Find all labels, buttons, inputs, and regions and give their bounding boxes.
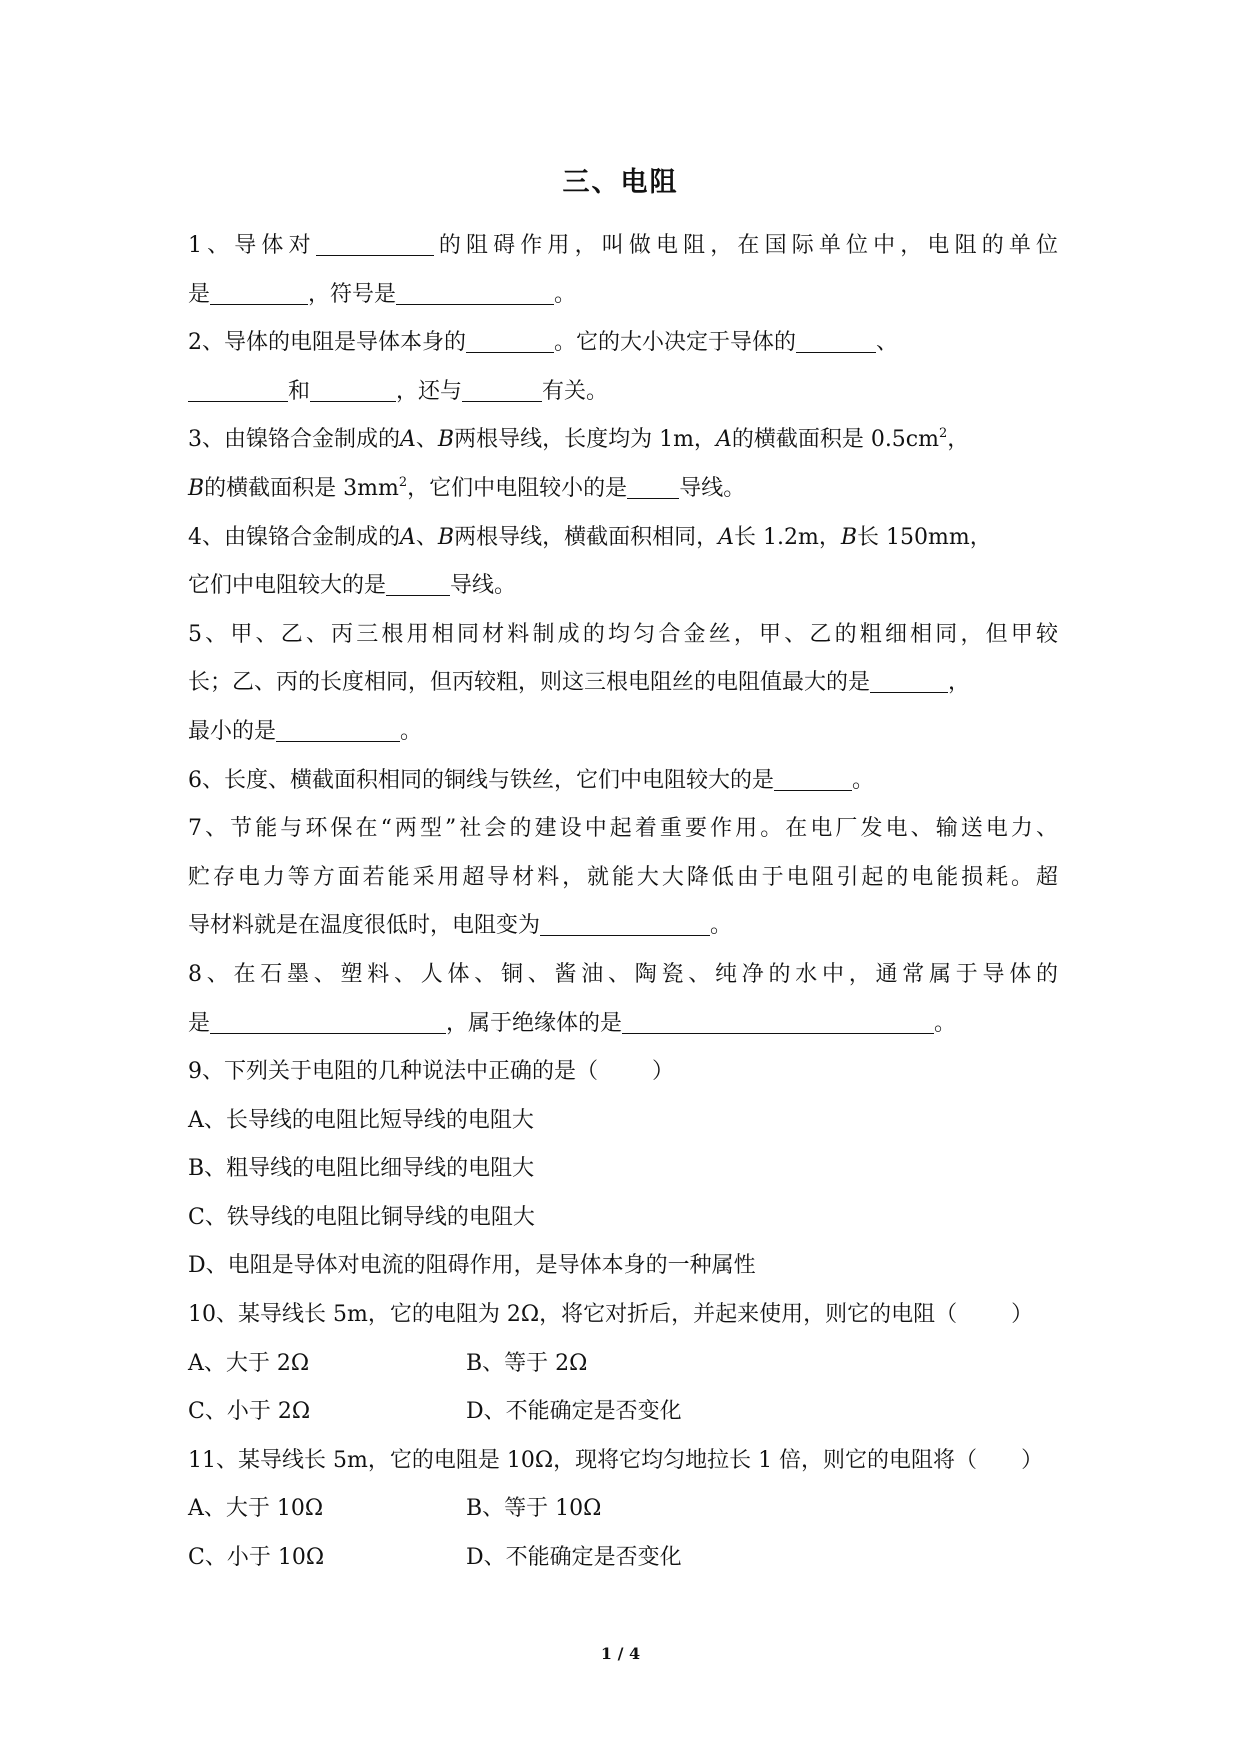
- text: 导线。: [679, 475, 746, 501]
- question-3-line-1: [188, 416, 1058, 465]
- superscript: 2: [939, 426, 948, 442]
- question-9-option-c: C、铁导线的电阻比铜导线的电阻大: [188, 1204, 535, 1230]
- question-1-line-2: [188, 271, 1058, 320]
- answer-blank[interactable]: [774, 768, 852, 791]
- question-11-options-cd: [188, 1534, 1058, 1583]
- text: ，: [948, 670, 971, 696]
- text: 2、导体的电阻是导体本身的: [188, 330, 466, 356]
- text: 的阻碍作用，叫做电阻，在国际单位中，电阻的单位: [433, 233, 1058, 258]
- question-5-line-3: [188, 708, 1058, 757]
- text: ，它们中电阻较小的是: [407, 475, 628, 501]
- text: ，属于绝缘体的是: [446, 1010, 623, 1036]
- question-11-option-c: C、小于 10Ω: [188, 1545, 325, 1571]
- answer-blank[interactable]: [622, 1011, 934, 1034]
- text: 的横截面积是 0.5cm: [731, 427, 939, 453]
- answer-blank[interactable]: [466, 330, 554, 353]
- question-7-line-2: [188, 854, 1058, 903]
- text: 11、某导线长 5m，它的电阻是 10Ω，现将它均匀地拉长 1 倍，则它的电阻将（: [188, 1447, 978, 1473]
- text: 长；乙、丙的长度相同，但丙较粗，则这三根电阻丝的电阻值最大的是: [188, 670, 871, 696]
- question-3-line-2: [188, 465, 1058, 514]
- text: A: [718, 524, 734, 550]
- text: 导材料就是在温度很低时，电阻变为: [188, 913, 541, 939]
- text: 两根导线，横截面积相同，: [454, 524, 719, 550]
- answer-blank[interactable]: [316, 233, 434, 256]
- text: 两根导线，长度均为 1m，: [454, 427, 716, 453]
- text: 的横截面积是 3mm: [204, 475, 399, 501]
- question-6-line-1: [188, 757, 1058, 806]
- text: 。: [554, 281, 577, 307]
- answer-blank[interactable]: [796, 330, 876, 353]
- text: 7、节能与环保在“两型”社会的建设中起着重要作用。在电厂发电、输送电力、: [188, 816, 1058, 842]
- text: B: [437, 427, 455, 453]
- text: ）: [1021, 1447, 1044, 1473]
- question-4-line-1: [188, 514, 1058, 563]
- question-10-option-c: C、小于 2Ω: [188, 1399, 311, 1425]
- text: B: [437, 524, 455, 550]
- text: A: [400, 427, 416, 453]
- text: 3、由镍铬合金制成的: [188, 427, 400, 453]
- text: ，: [947, 427, 970, 453]
- text: 它们中电阻较大的是: [188, 573, 387, 599]
- answer-blank[interactable]: [310, 379, 396, 402]
- answer-blank[interactable]: [870, 670, 948, 693]
- text: 有关。: [542, 378, 609, 404]
- text: ，还与: [396, 378, 463, 404]
- text: 长 150mm，: [857, 524, 992, 550]
- text: 9、下列关于电阻的几种说法中正确的是（: [188, 1059, 598, 1085]
- text: 。: [852, 767, 875, 793]
- question-9-option-d: D、电阻是导体对电流的阻碍作用，是导体本身的一种属性: [188, 1253, 756, 1279]
- text: 贮存电力等方面若能采用超导材料，就能大大降低由于电阻引起的电能损耗。超: [188, 864, 1058, 890]
- answer-blank[interactable]: [386, 573, 450, 596]
- question-10-options-ab: [188, 1340, 1058, 1389]
- answer-blank[interactable]: [627, 476, 679, 499]
- text: 4、由镍铬合金制成的: [188, 524, 400, 550]
- question-11-option-a: A、大于 10Ω: [188, 1496, 324, 1522]
- answer-blank[interactable]: [396, 282, 554, 305]
- question-10-options-cd: [188, 1388, 1058, 1437]
- text: 。它的大小决定于导体的: [554, 330, 797, 356]
- text: 是: [188, 281, 211, 307]
- text: 导线。: [450, 573, 517, 599]
- text: ，符号是: [308, 281, 397, 307]
- text: 长 1.2m，: [733, 524, 841, 550]
- question-11-option-b: B、等于 10Ω: [466, 1496, 602, 1522]
- question-10-option-a: A、大于 2Ω: [188, 1350, 310, 1376]
- text: 6、长度、横截面积相同的铜线与铁丝，它们中电阻较大的是: [188, 767, 774, 793]
- answer-blank[interactable]: [276, 719, 400, 742]
- text: ）: [652, 1059, 675, 1085]
- text: 、: [876, 330, 899, 356]
- text: 8、在石墨、塑料、人体、铜、酱油、陶瓷、纯净的水中，通常属于导体的: [188, 961, 1058, 987]
- question-10-option-d: D、不能确定是否变化: [466, 1399, 682, 1425]
- question-2-line-1: [188, 319, 1058, 368]
- answer-blank[interactable]: [210, 282, 308, 305]
- text: A: [715, 427, 732, 453]
- question-10-option-b: B、等于 2Ω: [466, 1350, 588, 1376]
- question-5-line-1: [188, 611, 1058, 660]
- text: 1、导体对: [188, 233, 316, 258]
- text: 5、甲、乙、丙三根用相同材料制成的均匀合金丝，甲、乙的粗细相同，但甲较: [188, 621, 1058, 647]
- answer-blank[interactable]: [210, 1011, 446, 1034]
- question-9-option-b: B、粗导线的电阻比细导线的电阻大: [188, 1156, 535, 1182]
- answer-blank[interactable]: [462, 379, 542, 402]
- superscript: 2: [398, 474, 408, 490]
- question-4-line-2: [188, 562, 1058, 611]
- text: 。: [400, 718, 423, 744]
- text: 、: [415, 524, 438, 550]
- question-8-line-2: [188, 1000, 1058, 1049]
- question-10-stem: [188, 1291, 1058, 1340]
- text: B: [840, 524, 857, 550]
- page-number: 1 / 4: [600, 1644, 641, 1663]
- page-title: 三、电阻: [562, 167, 679, 198]
- answer-blank[interactable]: [540, 913, 710, 936]
- text: 和: [288, 378, 311, 404]
- text: 10、某导线长 5m，它的电阻为 2Ω，将它对折后，并起来使用，则它的电阻（: [188, 1302, 958, 1328]
- text: A: [400, 524, 416, 550]
- text: 、: [415, 427, 438, 453]
- question-7-line-1: [188, 805, 1058, 854]
- question-2-line-2: [188, 368, 1058, 417]
- text: 是: [188, 1010, 211, 1036]
- question-1-line-1: [188, 222, 1058, 271]
- question-9-stem: [188, 1048, 1058, 1097]
- text: 。: [934, 1010, 957, 1036]
- question-11-stem: [188, 1437, 1058, 1486]
- question-7-line-3: [188, 902, 1058, 951]
- question-list: [188, 222, 1058, 1583]
- text: 。: [710, 913, 733, 939]
- question-9-option-a: A、长导线的电阻比短导线的电阻大: [188, 1107, 534, 1133]
- question-8-line-1: [188, 951, 1058, 1000]
- question-11-option-d: D、不能确定是否变化: [466, 1545, 682, 1571]
- question-5-line-2: [188, 659, 1058, 708]
- answer-blank[interactable]: [188, 379, 288, 402]
- question-11-options-ab: [188, 1485, 1058, 1534]
- text: ）: [1011, 1302, 1034, 1328]
- text: B: [188, 475, 205, 501]
- text: 最小的是: [188, 718, 277, 744]
